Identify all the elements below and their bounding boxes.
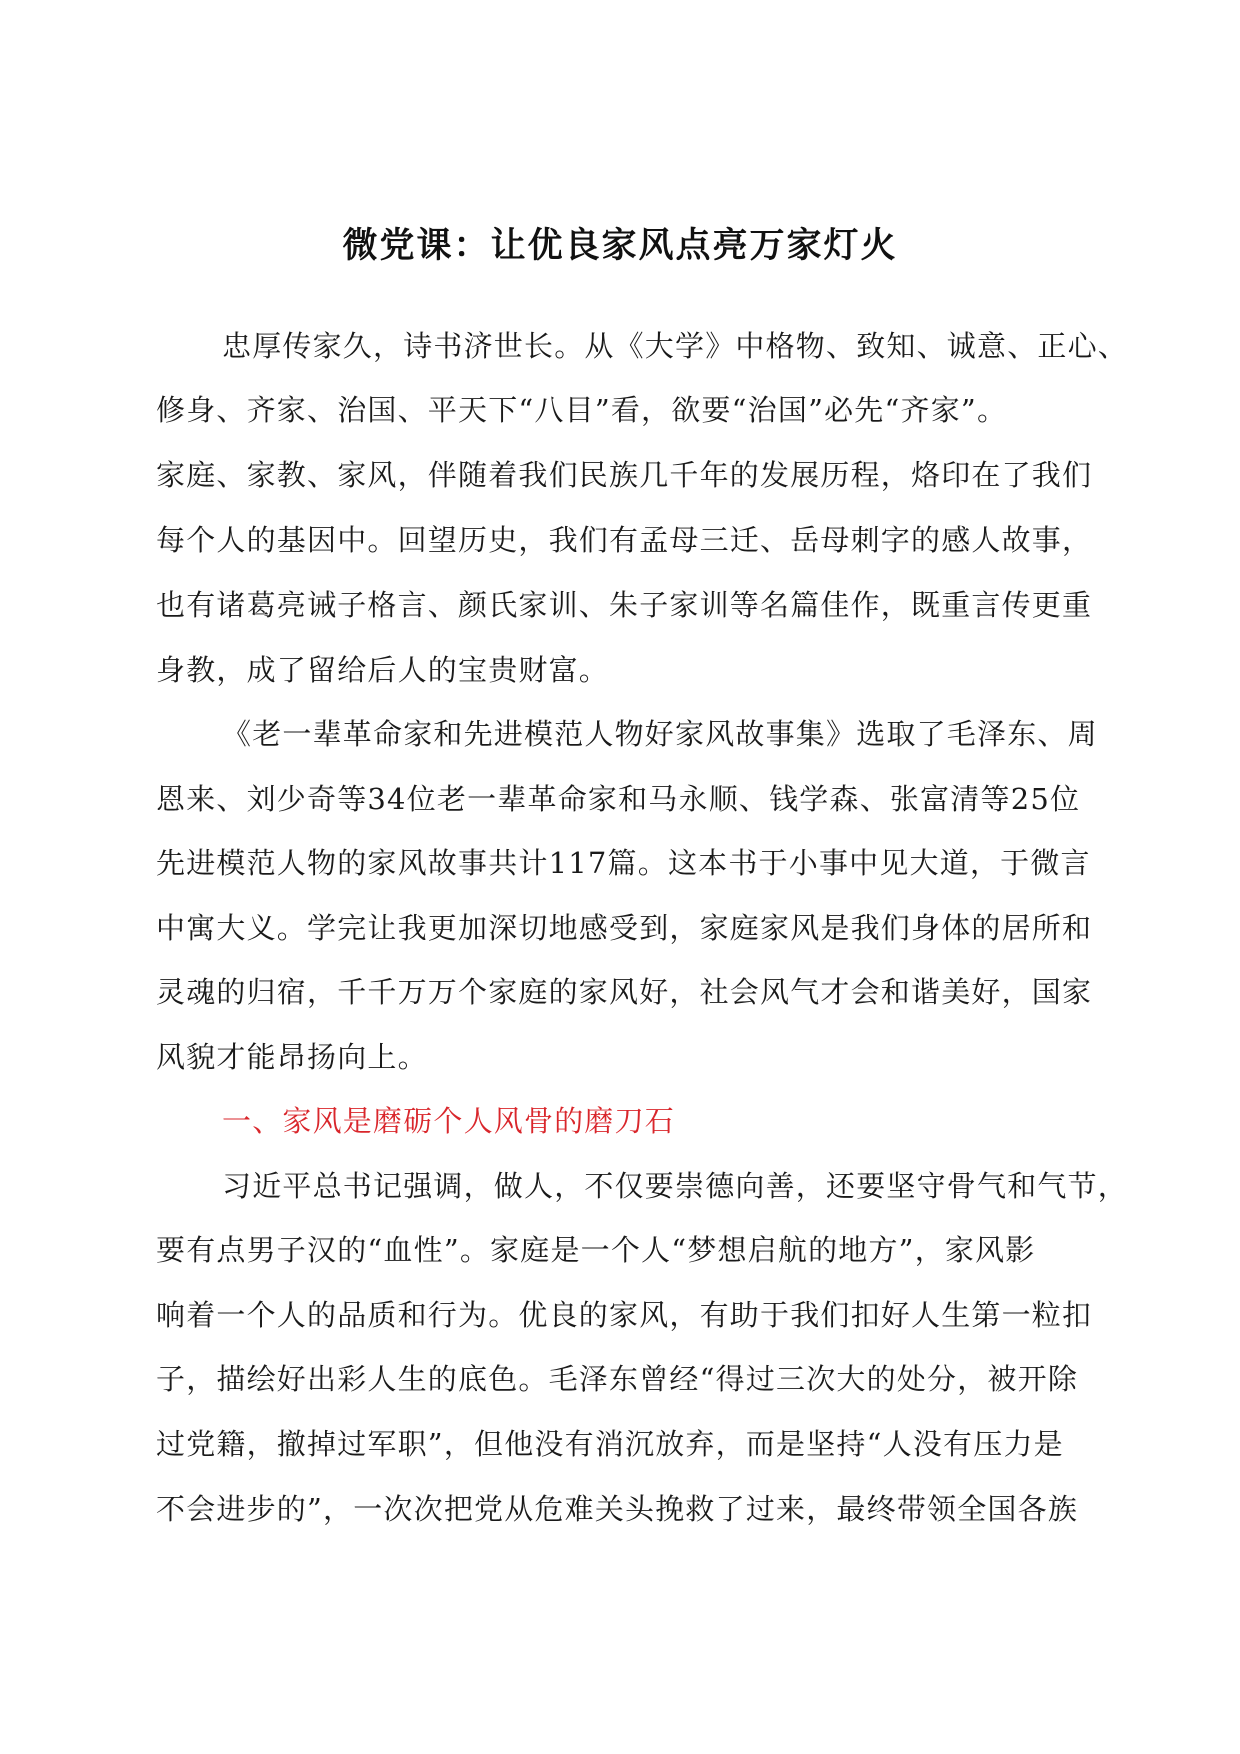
paragraph-1-line-2: 修身、齐家、治国、平天下“八目”看，欲要“治国”必先“齐家”。 (156, 393, 1008, 427)
paragraph-2-line-6: 风貌才能昂扬向上。 (156, 1040, 428, 1074)
paragraph-2-line-2: 恩来、刘少奇等34位老一辈革命家和马永顺、钱学森、张富清等25位 (156, 782, 1081, 816)
paragraph-2-line-1: 《老一辈革命家和先进模范人物好家风故事集》选取了毛泽东、周 (222, 717, 1098, 751)
page-title: 微党课：让优良家风点亮万家灯火 (342, 225, 898, 266)
paragraph-2-line-5: 灵魂的归宿，千千万万个家庭的家风好，社会风气才会和谐美好，国家 (156, 975, 1093, 1009)
paragraph-3-line-2: 要有点男子汉的“血性”。家庭是一个人“梦想启航的地方”，家风影 (156, 1233, 1036, 1267)
paragraph-3-line-3: 响着一个人的品质和行为。优良的家风，有助于我们扣好人生第一粒扣 (156, 1298, 1093, 1332)
paragraph-1-line-5: 也有诸葛亮诫子格言、颜氏家训、朱子家训等名篇佳作，既重言传更重 (156, 588, 1093, 622)
paragraph-2-line-3: 先进模范人物的家风故事共计117篇。这本书于小事中见大道，于微言 (156, 846, 1091, 880)
section-heading-1: 一、家风是磨砺个人风骨的磨刀石 (222, 1104, 676, 1138)
paragraph-1-line-3: 家庭、家教、家风，伴随着我们民族几千年的发展历程，烙印在了我们 (156, 458, 1093, 492)
paragraph-3-line-4: 子，描绘好出彩人生的底色。毛泽东曾经“得过三次大的处分，被开除 (156, 1362, 1079, 1396)
paragraph-2-line-4: 中寓大义。学完让我更加深切地感受到，家庭家风是我们身体的居所和 (156, 911, 1093, 945)
paragraph-3-line-1: 习近平总书记强调，做人，不仅要崇德向善，还要坚守骨气和气节， (222, 1169, 1129, 1203)
paragraph-3-line-5: 过党籍，撤掉过军职”，但他没有消沉放弃，而是坚持“人没有压力是 (156, 1427, 1064, 1461)
paragraph-1-line-6: 身教，成了留给后人的宝贵财富。 (156, 653, 610, 687)
paragraph-1-line-4: 每个人的基因中。回望历史，我们有孟母三迁、岳母刺字的感人故事， (156, 523, 1093, 557)
paragraph-3-line-6: 不会进步的”，一次次把党从危难关头挽救了过来，最终带领全国各族 (156, 1492, 1079, 1526)
paragraph-1-line-1: 忠厚传家久，诗书济世长。从《大学》中格物、致知、诚意、正心、 (222, 329, 1129, 363)
